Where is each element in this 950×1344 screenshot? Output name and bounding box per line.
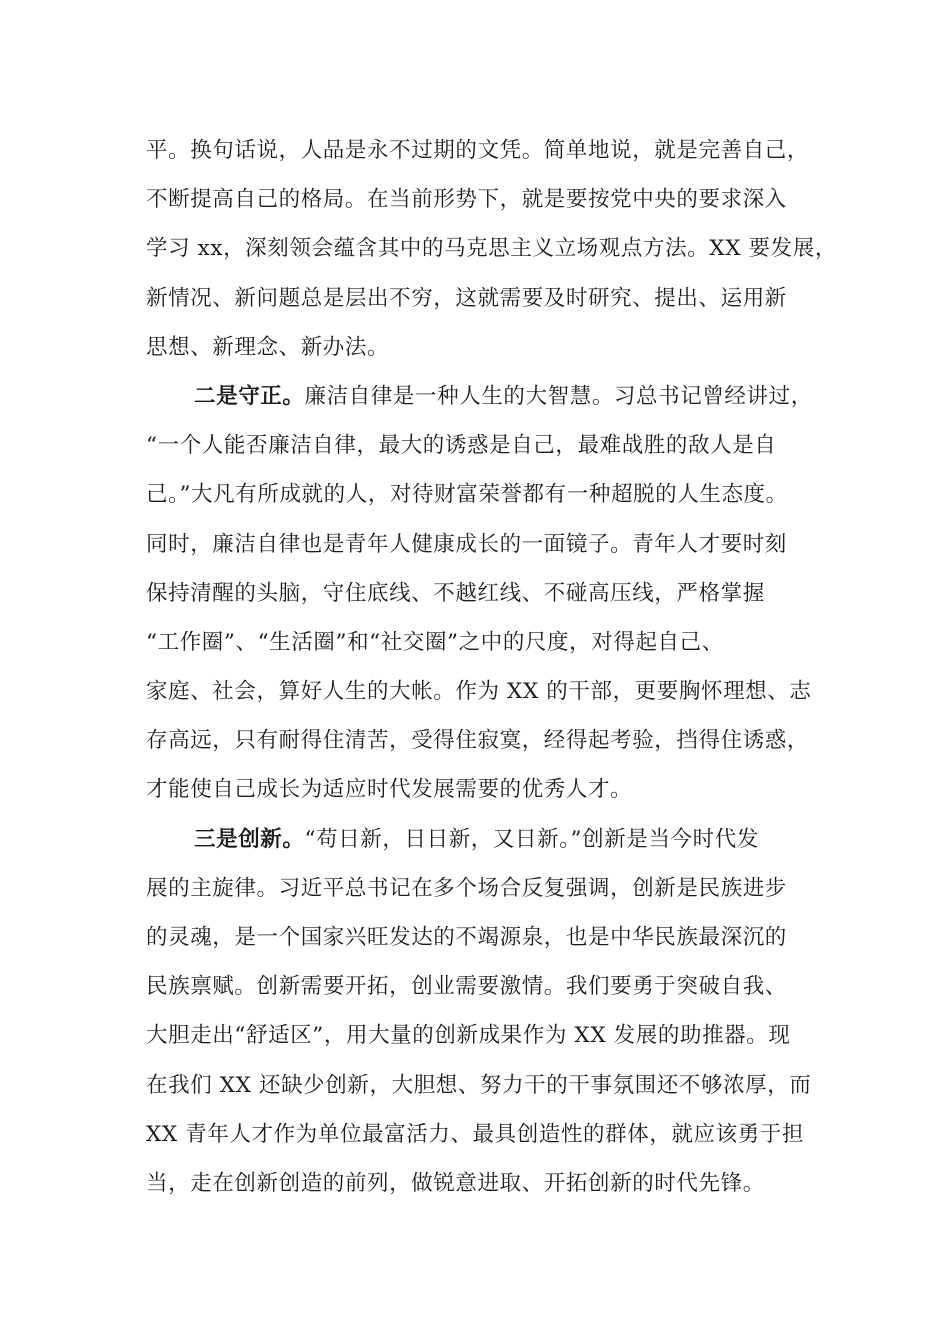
paragraph-line: 思想、新理念、新办法。	[146, 334, 390, 360]
paragraph-line: 同时，廉洁自律也是青年人健康成长的一面镜子。青年人才要时刻	[146, 531, 787, 557]
section-heading: 二是守正。	[194, 383, 305, 409]
paragraph-line: 展的主旋律。习近平总书记在多个场合反复强调，创新是民族进步	[146, 875, 787, 901]
paragraph-line: 新情况、新问题总是层出不穷，这就需要及时研究、提出、运用新	[146, 285, 787, 311]
body-text	[146, 126, 837, 1208]
paragraph-line: 才能使自己成长为适应时代发展需要的优秀人才。	[146, 777, 633, 803]
paragraph-line: 存高远，只有耐得住清苦，受得住寂寞，经得起考验，挡得住诱惑，	[146, 728, 810, 754]
paragraph-line: 在我们 XX 还缺少创新，大胆想、努力干的干事氛围还不够浓厚，而	[146, 1072, 812, 1098]
paragraph-3	[146, 815, 826, 1209]
paragraph-first-line	[146, 815, 826, 864]
paragraph-line: “一个人能否廉洁自律，最大的诱惑是自己，最难战胜的敌人是自	[146, 433, 777, 459]
paragraph-line: 大胆走出“舒适区”，用大量的创新成果作为 XX 发展的助推器。现	[146, 1023, 791, 1049]
paragraph-1	[146, 126, 837, 372]
paragraph-line: 的灵魂，是一个国家兴旺发达的不竭源泉，也是中华民族最深沉的	[146, 925, 787, 950]
paragraph-line: XX 青年人才作为单位最富活力、最具创造性的群体，就应该勇于担	[146, 1121, 805, 1147]
paragraph-line: 当，走在创新创造的前列，做锐意进取、开拓创新的时代先锋。	[146, 1170, 765, 1196]
paragraph-line: 家庭、社会，算好人生的大帐。作为 XX 的干部，更要胸怀理想、志	[146, 679, 812, 705]
paragraph-line: 民族禀赋。创新需要开拓，创业需要激情。我们要勇于突破自我、	[146, 974, 787, 1000]
section-heading: 三是创新。	[194, 826, 305, 852]
paragraph-line: 平。换句话说，人品是永不过期的文凭。简单地说，就是完善自己，	[146, 138, 810, 163]
paragraph-2	[146, 372, 826, 815]
paragraph-line-text: “苟日新，日日新，又日新。”创新是当今时代发	[304, 826, 759, 852]
paragraph-line: 保持清醒的头脑，守住底线、不越红线、不碰高压线，严格掌握	[146, 580, 765, 606]
paragraph-line: “工作圈”、“生活圈”和“社交圈”之中的尺度，对得起自己、	[146, 629, 724, 655]
paragraph-line-text: 廉洁自律是一种人生的大智慧。习总书记曾经讲过，	[304, 383, 813, 409]
paragraph-line: 不断提高自己的格局。在当前形势下，就是要按党中央的要求深入	[146, 187, 787, 213]
paragraph-line: 己。”大凡有所成就的人，对待财富荣誉都有一种超脱的人生态度。	[146, 482, 788, 508]
paragraph-first-line	[146, 372, 826, 421]
paragraph-line: 学习 xx，深刻领会蕴含其中的马克思主义立场观点方法。XX 要发展，	[146, 236, 837, 262]
